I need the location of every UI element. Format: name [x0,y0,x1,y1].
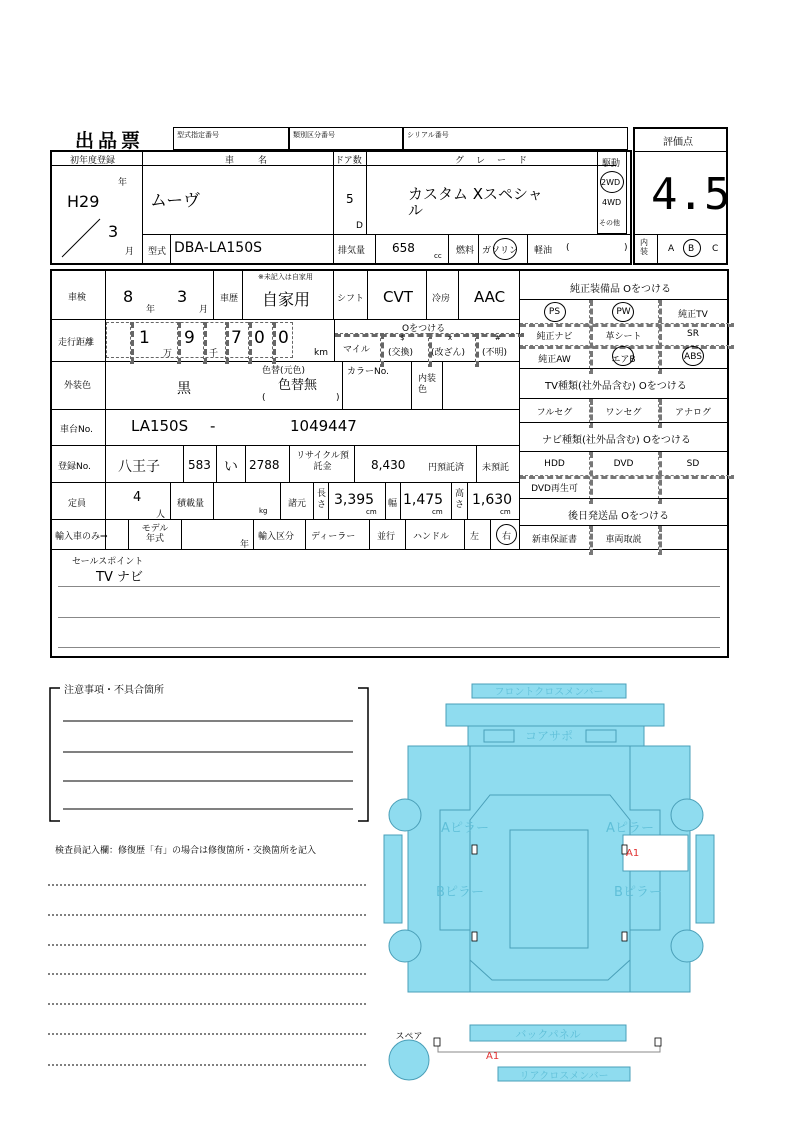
handle-left: 左 [470,532,480,542]
mileage-unknown-symbol: # [495,334,501,342]
wheel-rr [671,930,703,962]
mileage-label: 走行距離 [58,338,95,348]
fuel-paren-open: ( [566,243,570,253]
equipment-item: SR [687,329,699,339]
month-unit: 月 [125,247,135,257]
registration-label: 登録No. [58,462,91,472]
b-pillar-left-label: Bピラー [436,885,484,900]
width-label: 幅 [388,499,398,509]
equipment-item: エアB [611,355,636,365]
interior-c: C [712,244,719,254]
recycle-amount: 8,430 [371,458,406,472]
handle-right: 右 [502,532,512,542]
interior-b: B [688,244,695,254]
load-label: 積載量 [177,499,205,509]
seats-unit: 人 [156,510,166,520]
inspector-label: 検査員記入欄：修復歴「有」の場合は修復箇所・交換箇所を記入 [55,846,317,856]
interior-color-label: 内装色 [418,374,437,395]
displacement-value: 658 [392,241,415,255]
grade-line1: カスタム Xスペシャ [408,185,543,203]
shaken-label: 車検 [68,293,87,303]
b-pillar-right-label: Bピラー [614,885,662,900]
drive-4wd: 4WD [602,198,622,207]
mileage-digit: 0 [254,328,265,348]
core-support-label: コアサポ [524,729,574,743]
navi-dvd-play: DVD再生可 [531,484,578,494]
interior-b-circle-mark [683,239,701,257]
equipment-item: ABS [684,352,702,362]
type-value: DBA-LA150S [174,240,263,256]
damage-mark-upper: A1 [626,848,640,859]
abs-circle-mark [682,346,704,366]
equipment-title: 純正装備品 Oをつける [570,284,672,295]
length-label: 長さ [317,489,327,510]
class-code-box [289,127,403,150]
import-type-label: 輸入区分 [258,532,295,542]
fuel-label: 燃料 [456,246,475,256]
chassis-prefix: LA150S [131,417,189,435]
equipment-item: 純正TV [678,310,708,320]
recycle-unpaid: 未預託 [482,463,510,473]
seats-value: 4 [133,490,142,505]
class-code-label: 類別区分番号 [293,131,335,139]
height-unit: cm [500,508,511,516]
height-value: 1,630 [472,492,513,508]
equipment-item: PS [548,307,561,317]
rear-cross-label: リアクロスメンバー [519,1071,609,1082]
side-sill-right [696,835,714,923]
serial-label: シリアル番号 [407,131,449,139]
recycle-unit: 円預託済 [428,463,465,473]
wheel-rl [389,930,421,962]
year-unit: 年 [118,178,128,188]
drive-other: その他 [599,219,620,227]
width-unit: cm [432,508,443,516]
doors-unit: D [356,221,363,231]
fuel-paren-close: ) [624,243,628,253]
model-code-label: 型式指定番号 [177,131,219,139]
type-label: 型式 [148,247,167,257]
tv-type-title: TV種類(社外品含む) Oをつける [545,381,687,392]
registration-kana: い [224,459,238,475]
a-pillar-right-label: Aピラー [606,821,654,836]
interior-grade-label: 内装 [640,238,648,256]
shift-value: CVT [383,288,413,306]
tv-type-item: ワンセグ [605,408,642,418]
equipment-item: 革シート [605,332,642,342]
height-label: 高さ [455,489,465,510]
spare-label: スペア [395,1032,423,1042]
interior-a: A [668,244,675,254]
airbag-circle-mark [612,346,634,366]
seats-label: 定員 [68,499,87,509]
first-reg-label: 初年度登録 [70,156,116,166]
damage-mark-lower: A1 [486,1051,500,1062]
mileage-mile: マイル [343,345,370,355]
ac-label: 冷房 [432,294,451,304]
navi-type-item: HDD [544,459,565,469]
shaken-year-unit: 年 [146,305,156,315]
after-items-title: 後日発送品 Oをつける [568,511,670,522]
length-unit: cm [366,508,377,516]
load-unit: kg [259,507,268,515]
registration-class: 583 [188,458,211,472]
serial-box [403,127,628,150]
mileage-man-unit: 万 [163,349,173,359]
mileage-sen-unit: 千 [209,349,219,359]
exterior-color-label: 外装色 [64,381,92,391]
handle-label: ハンドル [413,532,450,542]
caution-label: 注意事項・不具合箇所 [64,685,164,696]
registration-area: 八王子 [118,459,160,475]
navi-type-item: SD [686,459,700,469]
side-sill-left [384,835,402,923]
mileage-swap-symbol: $ [400,334,405,342]
shift-label: シフト [337,294,365,304]
after-item: 車両取説 [605,535,642,545]
displacement-unit: cc [434,252,442,260]
model-year-unit: 年 [240,540,250,550]
repaint-label: 色替(元色) [262,366,306,376]
history-value: 自家用 [262,290,311,309]
displacement-label: 排気量 [338,246,366,256]
handle-right-circle-mark [496,524,517,545]
shaken-month: 3 [177,287,188,306]
model-code-box [173,127,289,150]
width-value: 1,475 [403,492,444,508]
mileage-tampered-symbol: x [448,334,453,342]
repaint-value: 色替無 [278,378,318,393]
drive-2wd: 2WD [601,178,621,187]
front-bumper-band [446,704,664,726]
grade-label: グレード [455,156,540,166]
length-value: 3,395 [334,492,375,508]
history-note: ※未記入は自家用 [258,273,313,281]
car-name-label: 車名 [225,156,292,166]
mileage-digit: 1 [139,328,150,348]
repaint-paren-close: ) [336,393,340,403]
equipment-item: 純正ナビ [536,332,573,342]
front-cross-label: フロントクロスメンバー [494,687,604,698]
mileage-km-unit: km [314,348,328,358]
doors-label: ドア数 [335,156,362,166]
cabin [510,830,588,948]
a-pillar-left-label: Aピラー [441,821,489,836]
ps-circle-mark [544,302,566,322]
equipment-item: 純正AW [538,355,571,365]
pw-circle-mark [612,302,634,322]
doors-value: 5 [346,192,354,206]
diagonal-slash [52,205,142,263]
import-dealer: ディーラー [311,532,356,542]
exterior-color: 黒 [177,381,191,397]
mileage-digit-box [106,322,293,358]
first-reg-month: 3 [108,222,119,241]
model-year-label: モデル年式 [141,524,169,544]
car-name: ムーヴ [150,191,201,211]
ac-value: AAC [474,288,506,306]
navi-type-title: ナビ種類(社外品含む) Oをつける [542,435,691,446]
mileage-unknown: (不明) [482,348,508,358]
chassis-label: 車台No. [60,425,93,435]
history-label: 車歴 [220,294,239,304]
repaint-paren-open: ( [262,393,266,403]
chassis-dash: - [210,417,216,435]
mileage-digit: 0 [278,328,289,348]
mileage-tampered: (改ざん) [431,348,466,358]
page-title: 出品票 [75,130,145,152]
tv-type-item: アナログ [674,408,711,418]
shaken-year: 8 [123,287,134,306]
wheel-fl [389,799,421,831]
back-panel-label: バックパネル [515,1028,581,1041]
import-parallel: 並行 [377,532,396,542]
caution-bracket [48,685,378,825]
score-value: 4.5 [651,169,731,220]
import-label: 輸入車のみ⇒ [55,532,108,542]
score-label: 評価点 [663,137,693,148]
sales-point-label: セールスポイント [72,557,144,567]
fuel-circle-mark [493,238,517,260]
first-reg-year: H29 [67,192,100,211]
shaken-month-unit: 月 [199,305,209,315]
inspector-lines [46,860,376,1070]
fuel-diesel: 軽油 [534,246,553,256]
after-item: 新車保証書 [531,535,577,545]
mileage-circle-note: Oをつける [402,324,446,334]
dims-label: 諸元 [288,499,307,509]
wheel-fr [671,799,703,831]
drive-2wd-circle-mark [600,171,624,193]
registration-number: 2788 [249,458,280,472]
chassis-number: 1049447 [290,417,357,435]
mileage-digit: 9 [184,328,195,348]
equipment-item: PW [616,307,631,317]
grade-line2: ル [408,201,424,219]
drive-label: 駆動 [602,159,621,169]
sales-point-text: TV ナビ [96,570,143,585]
tv-type-item: フルセグ [536,408,573,418]
color-no-label: カラーNo. [347,367,389,377]
recycle-label: リサイクル預託金 [296,451,349,472]
car-damage-diagram [380,680,720,1085]
fuel-gasoline: ガソリン [482,246,519,256]
mileage-swap: (交換) [388,348,414,358]
navi-type-item: DVD [613,459,634,469]
spare-tire [389,1040,429,1080]
mileage-digit: 7 [231,328,242,348]
